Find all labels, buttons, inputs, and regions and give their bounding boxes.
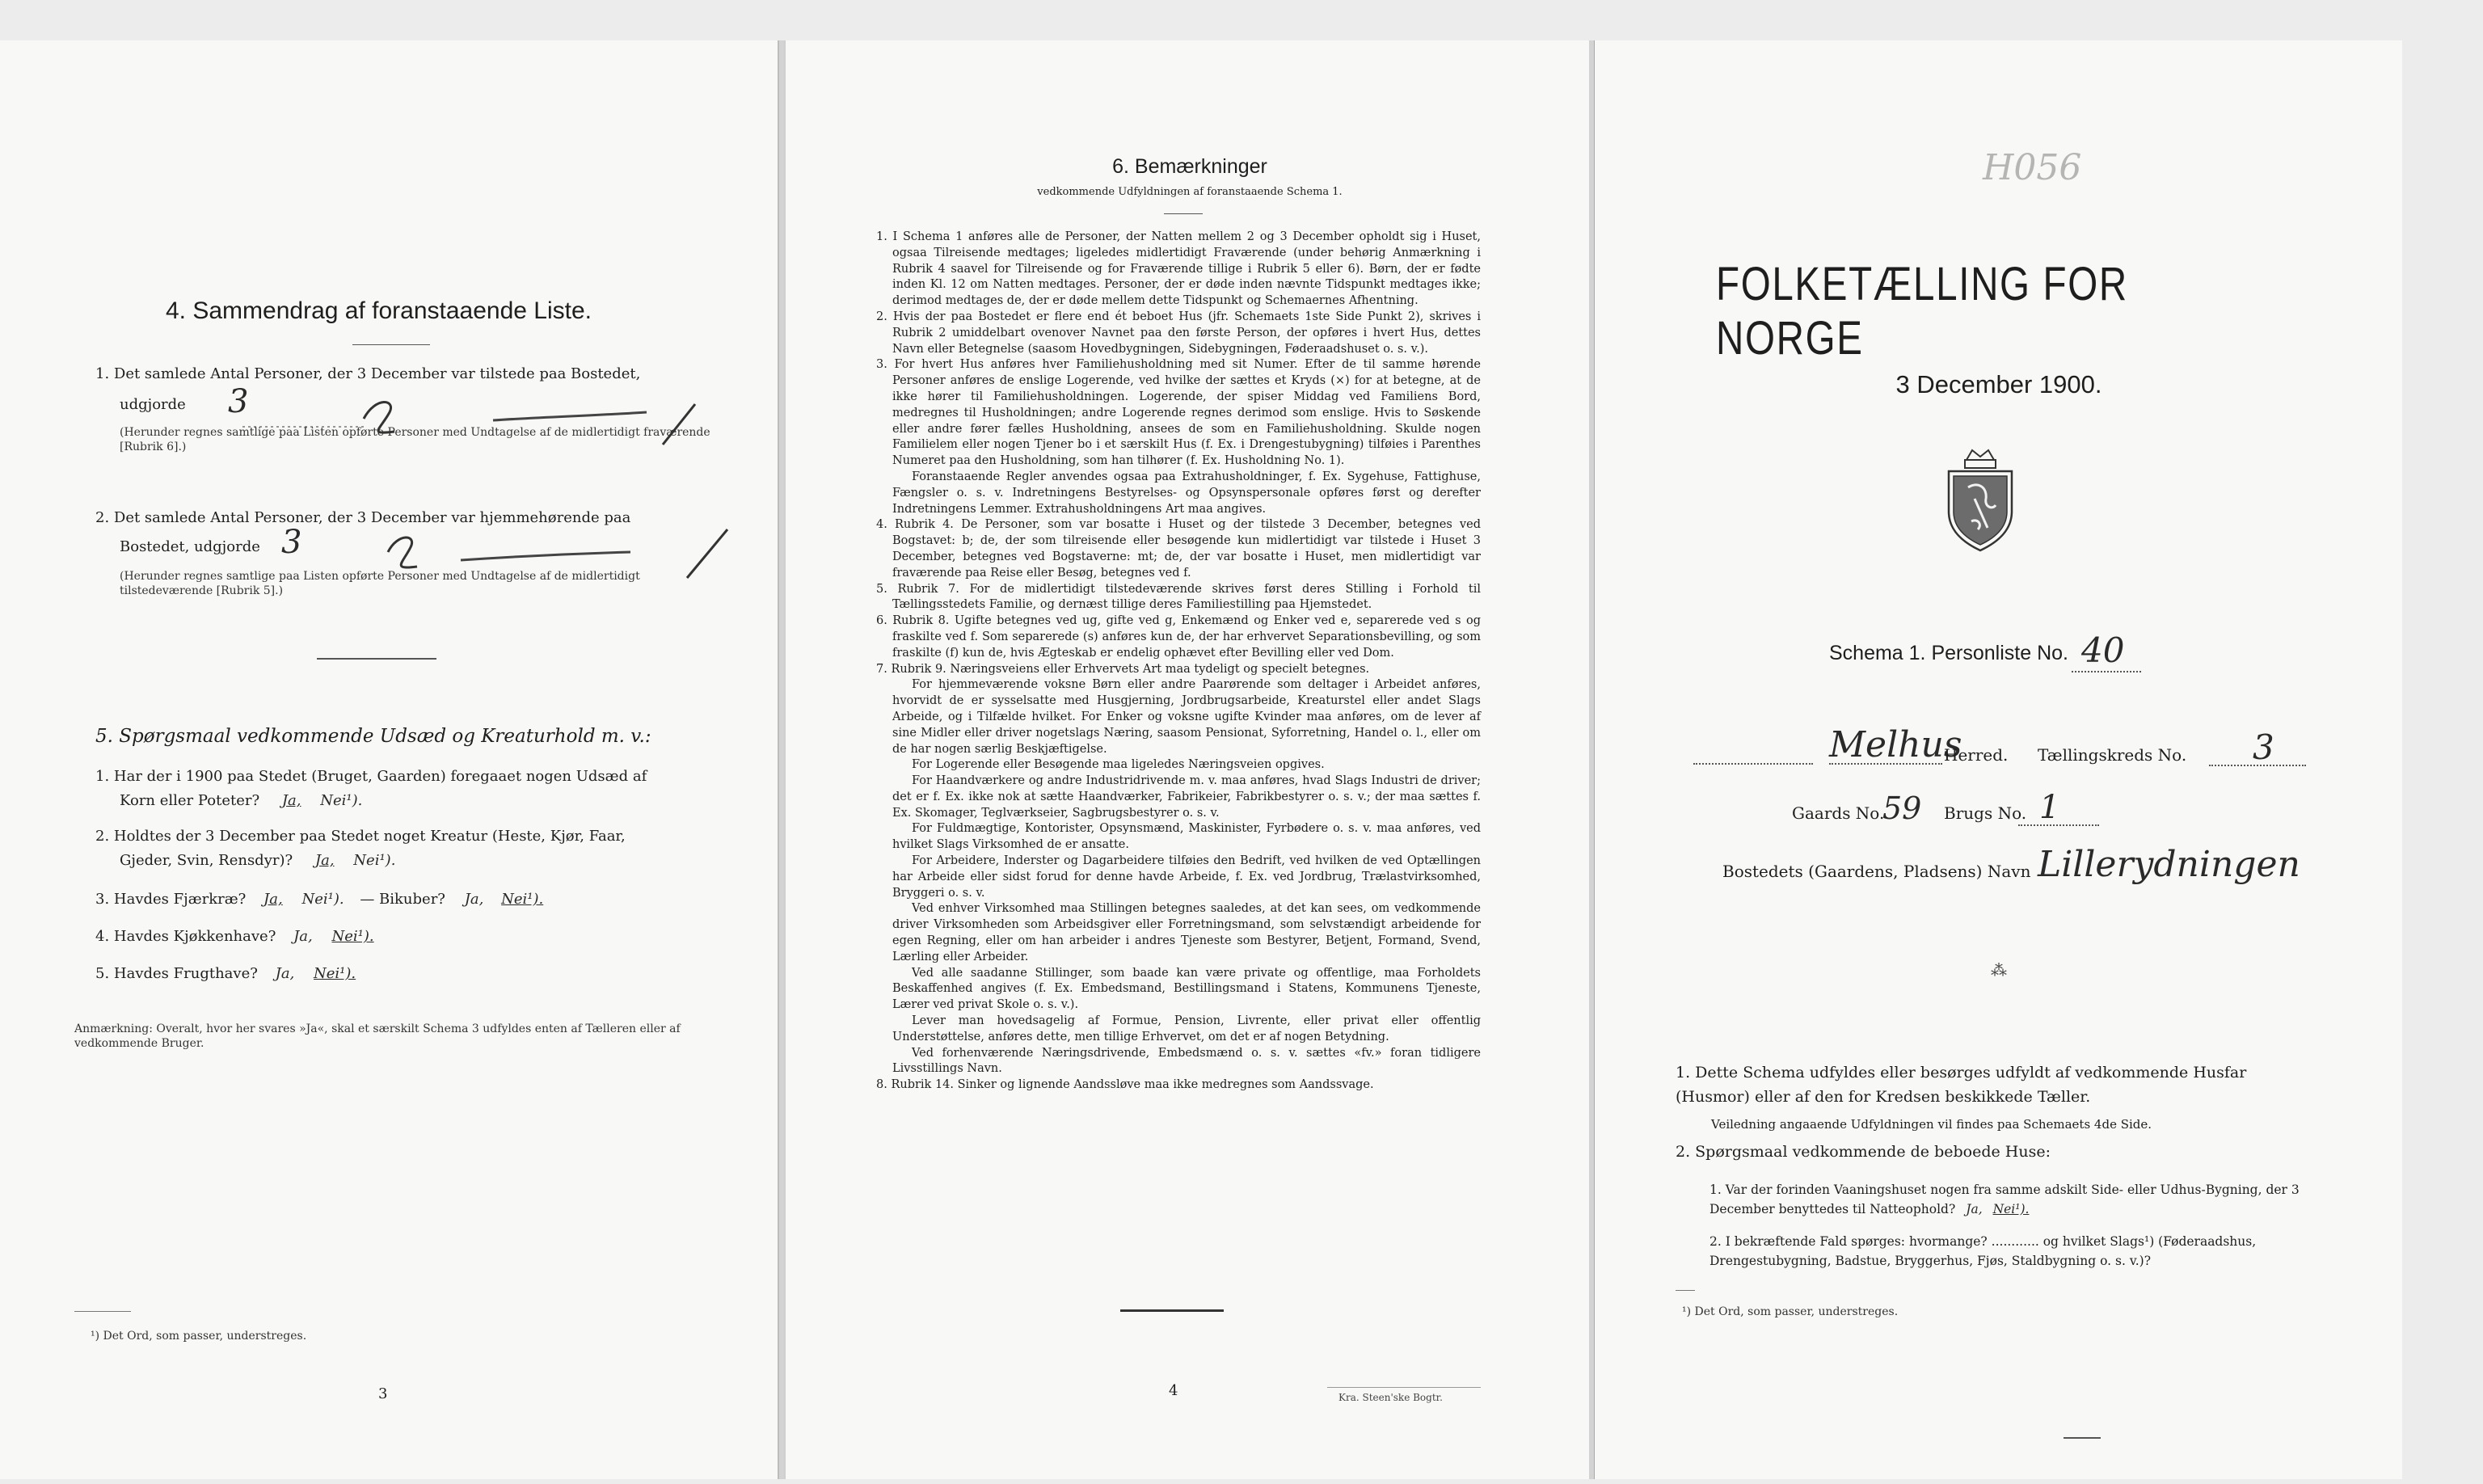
divider: [1120, 1309, 1224, 1312]
instruction-1-sub: Veiledning angaaende Udfyldningen vil findes paa Schemaets 4de Side.: [1711, 1117, 2152, 1132]
brugs-label: Brugs No.: [1944, 803, 2027, 823]
remark-paragraph: 5. Rubrik 7. For de midlertidigt tilstedeværende skrives først deres Stilling i Forhold til Tællingsstedets Familie, og dernæst tillige deres Familiestilling paa Hjemstedet.: [876, 582, 1481, 612]
section5-q2a: 2. Holdtes der 3 December paa Stedet noget Kreatur (Heste, Kjør, Faar,: [95, 828, 626, 845]
section4-item2: 2. Det samlede Antal Personer, der 3 December var hjemmehørende paa: [95, 509, 631, 526]
printer-rule: [1327, 1387, 1481, 1388]
remark-paragraph: For Haandværkere og andre Industridrivende m. v. maa anføres, hvad Slags Industri de driver; det er f. Ex. ikke nok at sætte Haandværker, Fabrikeier, Fabrikbestyrer o. s. v.; der maa sættes f. Ex. Skomager, Teglværkseier, Sagbrugsbestyrer o. s. v.: [892, 774, 1481, 820]
q1-answer-nei: Nei¹).: [320, 792, 363, 809]
instruction-2: 2. Spørgsmaal vedkommende de beboede Huse:: [1676, 1143, 2051, 1161]
document-title: FOLKETÆLLING FOR NORGE: [1716, 258, 2128, 365]
section5-remark: Anmærkning: Overalt, hvor her svares »Ja«, skal et særskilt Schema 3 udfyldes enten af Tælleren eller af vedkommende Bruger.: [74, 1022, 681, 1050]
section4-title: 4. Sammendrag af foranstaaende Liste.: [166, 297, 592, 324]
norway-coat-of-arms-icon: [1942, 449, 2018, 552]
gaards-value: 59: [1882, 790, 1922, 826]
q2-answer-ja: Ja,: [314, 852, 335, 869]
instruction-1: 1. Dette Schema udfyldes eller besørges udfyldt af vedkommende Husfar (Husmor) eller af den for Kredsen beskikkede Tæller.: [1676, 1064, 2247, 1106]
section4-item2-note: (Herunder regnes samtlige paa Listen opførte Personer med Undtagelse af de midlertidigt tilstedeværende [Rubrik 5].): [120, 570, 640, 597]
kreds-value: 3: [2253, 727, 2274, 767]
remark-paragraph: 8. Rubrik 14. Sinker og lignende Aandssløve maa ikke medregnes som Aandssvage.: [876, 1078, 1374, 1092]
gaards-label: Gaards No.: [1792, 803, 1885, 823]
section5-title: 5. Spørgsmaal vedkommende Udsæd og Kreaturhold m. v.:: [95, 726, 651, 747]
section5-q1b: Korn eller Poteter? Ja, Nei¹).: [120, 792, 363, 809]
middle-page: [784, 40, 1592, 1479]
divider: [352, 344, 430, 345]
kreds-label: Tællingskreds No.: [2038, 745, 2187, 765]
section5-q3: 3. Havdes Fjærkræ? Ja, Nei¹). — Bikuber? Ja, Nei¹).: [95, 891, 544, 908]
section4-item1-value: 3: [228, 383, 249, 420]
divider: [317, 658, 436, 660]
instruction-2-q2: 2. I bekræftende Fald spørges: hvormange? ............ og hvilket Slags¹) (Føderaadshus, Drengestubygning, Badstue, Bryggerhus, Fjøs, Staldbygning o. s. v.)?: [1709, 1234, 2257, 1268]
remark-paragraph: 2. Hvis der paa Bostedet er flere end ét beboet Hus (jfr. Schemaets 1ste Side Punkt 2), skrives i Rubrik 2 umiddelbart ovenover Navnet paa den første Person, der opføres i hvert Hus, dettes Navn eller Betegnelse (saasom Hovedbygningen, Sidebygningen, Føderaadshuset o. s. v.).: [876, 310, 1481, 356]
remark-paragraph: 1. I Schema 1 anføres alle de Personer, der Natten mellem 2 og 3 December opholdt sig i Huset, ogsaa Tilreisende medtages; ligeledes midlertidigt Fraværende (under behørig Anmærkning i Rubrik 4 saavel for Tilreisende og for Fraværende tillige i Rubrik 5 eller 6). Børn, der er fødte inden Kl. 12 om Natten medtages. Personer, der er døde inden nævnte Tidspunkt medtages ikke; derimod medtages de, der er døde mellem dette Tidspunkt og Schemaernes Afhentning.: [876, 230, 1481, 308]
remark-paragraph: 3. For hvert Hus anføres hver Familiehusholdning med sit Numer. Efter de til samme hørende Personer anføres de enslige Logerende, ved hvilke der sættes et Kryds (×) for at betegne, at de ikke hører til Familiehusholdningen. Logerende, der spiser Middag ved Familiens Bord, medregnes til Husholdningen; andre Logerende regnes derimod som enslige. Hvis to Søskende eller andre fører fælles Husholdning, ansees de som en Familiehusholdning. Skulde nogen Familielem eller nogen Tjener bo i et særskilt Hus (f. Ex. i Drengestubygning) tilføies i Parenthes Numeret paa den Husholdning, som han tilhører (f. Ex. Husholdning No. 1).: [876, 358, 1481, 468]
remark-paragraph: For Fuldmægtige, Kontorister, Opsynsmænd, Maskinister, Fyrbødere o. s. v. maa anføres, ved hvilket Slags Virksomhed de er ansatte.: [892, 822, 1481, 852]
printer-mark: Kra. Steen'ske Bogtr.: [1338, 1392, 1443, 1403]
census-date: 3 December 1900.: [1895, 370, 2102, 398]
divider: [1164, 213, 1203, 214]
section4-item1: 1. Det samlede Antal Personer, der 3 December var tilstede paa Bostedet,: [95, 365, 641, 382]
page-number: 4: [1169, 1382, 1178, 1399]
schema-label: Schema 1. Personliste No.: [1829, 642, 2068, 664]
archive-pencil-mark: H056: [1983, 147, 2082, 188]
section5-q1a: 1. Har der i 1900 paa Stedet (Bruget, Gaarden) foregaaet nogen Udsæd af: [95, 768, 647, 785]
right-page: [1594, 40, 2402, 1479]
remarks-list: [876, 230, 1481, 1094]
remark-paragraph: For hjemmeværende voksne Børn eller andre Paarørende som deltager i Arbeidet anføres, hvorvidt de er sysselsatte med Husgjerning, Jordbrugsarbeide, Kreaturstel eller andet Slags Arbeide, og i Tilfælde hvilket. For Enker og voksne ugifte Kvinder maa anføres, om de lever af sine Midler eller driver nogetslags Næring, saasom Pensionat, Syforretning, Handel o. l., eller om de har nogen særlig Beskjæftigelse.: [892, 678, 1481, 756]
footnote: ¹) Det Ord, som passer, understreges.: [1682, 1305, 1899, 1318]
section5-q5: 5. Havdes Frugthave? Ja, Nei¹).: [95, 965, 356, 982]
q2-answer-nei: Nei¹).: [353, 852, 396, 869]
section4-item2-value: 3: [281, 524, 302, 561]
remark-paragraph: Ved enhver Virksomhed maa Stillingen betegnes saaledes, at det kan sees, om vedkommende driver Virksomheden som Arbeidsgiver eller Forretningsmand, som selvstændigt arbeidende for egen Regning, eller om han arbeider i andres Tjeneste som Bestyrer, Betjent, Formand, Svend, Lærling eller Arbeider.: [892, 902, 1481, 963]
pencil-mark: [2064, 1437, 2101, 1439]
brugs-value: 1: [2039, 789, 2060, 826]
footnote-rule: [1676, 1290, 1695, 1291]
ornament: ⁂: [1991, 960, 2007, 980]
q1-answer-ja: Ja,: [281, 792, 301, 809]
instruction-2-q1: 1. Var der forinden Vaaningshuset nogen fra samme adskilt Side- eller Udhus-Bygning, der 3 December benyttedes til Natteophold? Ja, Nei¹).: [1709, 1183, 2300, 1216]
remark-paragraph: For Arbeidere, Inderster og Dagarbeidere tilføies den Bedrift, ved hvilken de ved Optællingen har Arbeide eller sidst forud for denne havde Arbeide, f. Ex. ved Jordbrug, Trælastvirksomhed, Bryggeri o. s. v.: [892, 854, 1481, 900]
footnote: ¹) Det Ord, som passer, understreges.: [91, 1330, 307, 1343]
section5-q2b: Gjeder, Svin, Rensdyr)? Ja, Nei¹).: [120, 852, 396, 869]
herred-value: Melhus: [1829, 724, 1962, 765]
section4-item2-label: Bostedet, udgjorde: [120, 538, 260, 555]
bosted-value: Lillerydningen: [2038, 844, 2300, 885]
remark-paragraph: Lever man hovedsagelig af Formue, Pension, Livrente, eller privat eller offentlig Understøttelse, anføres dette, men tillige Erhvervet, om det er af nogen Betydning.: [892, 1014, 1481, 1043]
bosted-label: Bostedets (Gaardens, Pladsens) Navn: [1722, 862, 2031, 881]
schema-number: 40: [2081, 630, 2125, 670]
remarks-title: 6. Bemærkninger: [1112, 155, 1267, 178]
section4-item1-note: (Herunder regnes samtlige paa Listen opførte Personer med Undtagelse af de midlertidigt fraværende [Rubrik 6].): [120, 426, 710, 453]
remark-paragraph: Ved alle saadanne Stillinger, som baade kan være private og offentlige, maa Forholdets Beskaffenhed angives (f. Ex. Embedsmand, Bestillingsmand i Statens, Kommunens Tjeneste, Lærer ved privat Skole o. s. v.).: [892, 966, 1481, 1012]
remark-paragraph: 6. Rubrik 8. Ugifte betegnes ved ug, gifte ved g, Enkemænd og Enker ved e, separerede ved s og fraskilte ved f. Som separerede (s) anføres kun de, der har erhvervet Separationsbevilling, og som fraskilte (f) kun de, hvis Ægteskab er endelig ophævet efter Bevilling eller ved Dom.: [876, 614, 1481, 660]
left-page: [0, 40, 779, 1479]
section5-q4: 4. Havdes Kjøkkenhave? Ja, Nei¹).: [95, 928, 374, 945]
page-number: 3: [378, 1385, 388, 1402]
herred-label: Herred.: [1944, 745, 2009, 765]
remark-paragraph: Ved forhenværende Næringsdrivende, Embedsmænd o. s. v. sættes «fv.» foran tidligere Livsstillings Navn.: [892, 1046, 1481, 1076]
section4-item1-label: udgjorde: [120, 396, 186, 413]
remark-paragraph: Foranstaaende Regler anvendes ogsaa paa Extrahusholdninger, f. Ex. Sygehuse, Fattighuse, Fængsler o. s. v. Indretningens Bestyrelses- og Opsynspersonale opføres først og derefter Indretningens Lemmer. Extrahusholdningens Art maa angives.: [892, 470, 1481, 516]
remark-paragraph: 4. Rubrik 4. De Personer, som var bosatte i Huset og der tilstede 3 December, betegnes ved Bogstavet: b; de, der som tilreisende eller besøgende kun midlertidigt var tilstede i Huset 3 December, betegnes ved Bogstaverne: mt; de, der var bosatte i Huset, men midlertidigt var fraværende paa Reise eller Besøg, betegnes ved f.: [876, 518, 1481, 580]
remarks-subtitle: vedkommende Udfyldningen af foranstaaende Schema 1.: [1037, 186, 1343, 198]
remark-paragraph: 7. Rubrik 9. Næringsveiens eller Erhvervets Art maa tydeligt og specielt betegnes.: [876, 662, 1370, 676]
remark-paragraph: For Logerende eller Besøgende maa ligeledes Næringsveien opgives.: [912, 758, 1325, 772]
footnote-rule: [74, 1311, 131, 1312]
